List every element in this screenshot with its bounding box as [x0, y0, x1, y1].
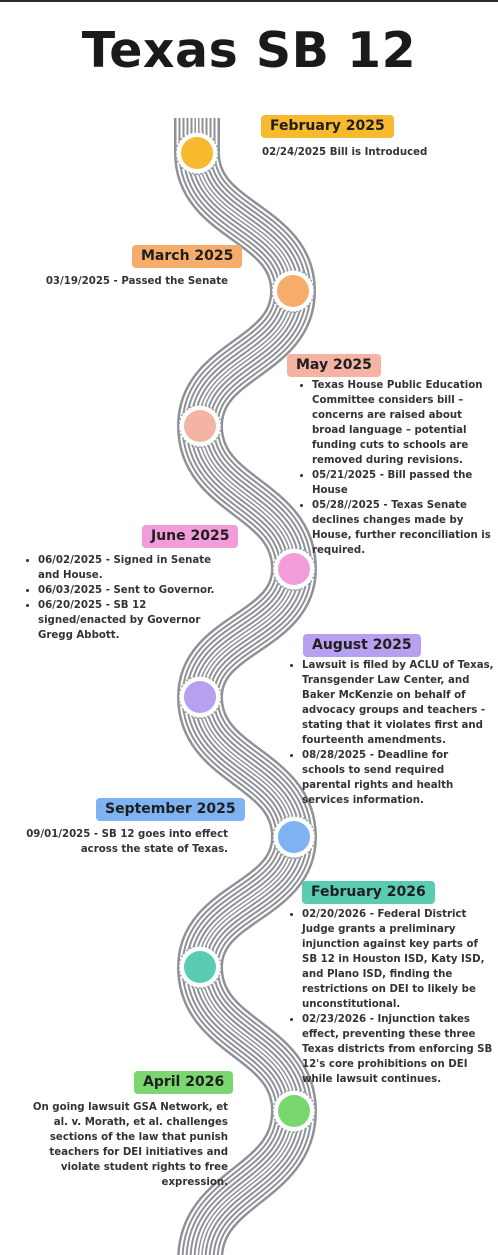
list-item: • 02/20/2026 - Federal District Judge grants a preliminary injunction against key parts of SB 12 in Houston ISD, Katy ISD, and Plano ISD, finding the restrictions on DEI to likely be unconstitutional. — [302, 907, 494, 1012]
event-text-mar-2025: 03/19/2025 - Passed the Senate — [45, 276, 228, 287]
list-item: • 05/28//2025 - Texas Senate declines changes made by House, further reconciliation is required. — [312, 498, 494, 558]
date-badge-feb-2026: February 2026 — [302, 881, 435, 904]
list-item: • 06/20/2025 - SB 12 signed/enacted by Governor Gregg Abbott. — [38, 598, 228, 643]
event-text-may-2025 — [294, 378, 494, 558]
timeline-node — [184, 410, 216, 442]
timeline-node — [278, 821, 310, 853]
timeline-node — [277, 275, 309, 307]
date-badge-aug-2025: August 2025 — [303, 634, 421, 657]
date-badge-mar-2025: March 2025 — [132, 245, 242, 268]
timeline-node — [184, 951, 216, 983]
list-item: • 02/23/2026 - Injunction takes effect, preventing these three Texas districts from enforcing SB 12's core prohibitions on DEI while lawsuit continues. — [302, 1012, 494, 1087]
date-badge-may-2025: May 2025 — [287, 354, 381, 377]
event-text-apr-2026: On going lawsuit GSA Network, et al. v. Morath, et al. challenges sections of the law that punish teachers for DEI initiatives and violate student rights to free expression. — [32, 1102, 228, 1188]
event-text-feb-2025: 02/24/2025 Bill is Introduced — [262, 147, 428, 158]
list-item: • 06/02/2025 - Signed in Senate and House. — [38, 553, 228, 583]
event-text-sep-2025: 09/01/2025 - SB 12 goes into effect across the state of Texas. — [26, 829, 228, 855]
list-item: • 05/21/2025 - Bill passed the House — [312, 468, 494, 498]
timeline-node — [278, 1095, 310, 1127]
list-item: • Texas House Public Education Committee considers bill – concerns are raised about broad language – potential funding cuts to schools are removed during revisions. — [312, 378, 494, 468]
date-badge-jun-2025: June 2025 — [142, 525, 238, 548]
timeline-node — [181, 137, 213, 169]
page-title: Texas SB 12 — [81, 22, 417, 79]
date-badge-feb-2025: February 2025 — [261, 115, 394, 138]
list-item: • 08/28/2025 - Deadline for schools to send required parental rights and health services information. — [302, 748, 494, 808]
event-text-feb-2026 — [284, 907, 494, 1087]
event-text-aug-2025 — [284, 658, 494, 808]
list-item: • Lawsuit is filed by ACLU of Texas, Transgender Law Center, and Baker McKenzie on behalf of advocacy groups and teachers - stating that it violates first and fourteenth amendments. — [302, 658, 494, 748]
date-badge-apr-2026: April 2026 — [134, 1071, 233, 1094]
timeline-node — [184, 681, 216, 713]
event-text-jun-2025 — [20, 553, 228, 643]
date-badge-sep-2025: September 2025 — [96, 798, 245, 821]
list-item: • 06/03/2025 - Sent to Governor. — [38, 583, 228, 598]
